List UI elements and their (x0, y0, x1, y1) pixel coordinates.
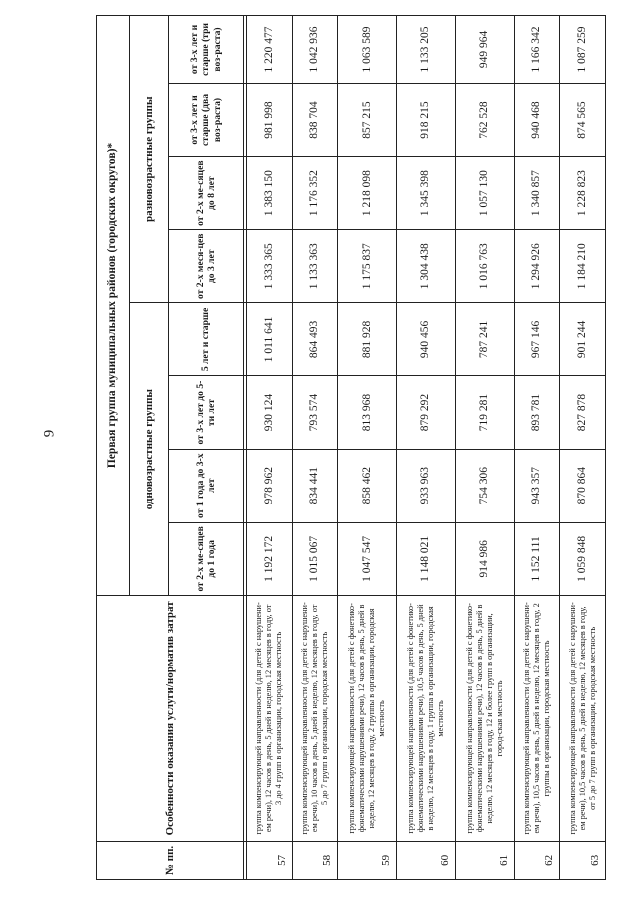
cell-value: 1 016 763 (455, 230, 514, 303)
row-description: группа компенсирующей направленности (для детей с нарушени-ем речи), 10,5 часов в день, 5 дней в неделю, 12 месяцев в году, 2 группы в организации, городская местность (514, 595, 560, 841)
table-row (338, 16, 397, 880)
cell-value: 864 493 (292, 303, 338, 376)
cell-value: 719 281 (455, 376, 514, 449)
cell-value: 1 228 823 (560, 157, 606, 230)
row-description: группа компенсирующей направленности (для детей с нарушени-ем речи), 12 часов в день, 5 дней в неделю, 12 месяцев в году, от 3 до 4 групп в организации, городская местность (247, 595, 293, 841)
cell-value: 967 146 (514, 303, 560, 376)
cell-value: 834 441 (292, 449, 338, 522)
cell-value: 1 184 210 (560, 230, 606, 303)
row-description: группа компенсирующей направленности (для детей с фонетико-фонематическими нарушениями речи), 10,5 часов в день, 5 дней в неделю, 12 месяцев в году, 1 группа в организации, городская местность (397, 595, 456, 841)
row-description: группа компенсирующей направленности (для детей с нарушени-ем речи), 10,5 часов в день, 5 дней в неделю, 12 месяцев в году, от 5 до 7 групп в организации, городская местность (560, 595, 606, 841)
cell-value: 793 574 (292, 376, 338, 449)
row-number: 63 (560, 841, 606, 879)
cell-value: 1 059 848 (560, 522, 606, 595)
row-description: группа компенсирующей направленности (для детей с фонетико-фонематическими нарушениями речи), 12 часов в день, 5 дней в неделю, 12 месяцев в году, 12 и более групп в организации, город-ская местность (455, 595, 514, 841)
table-row (247, 16, 293, 880)
cell-value: 858 462 (338, 449, 397, 522)
table-row (292, 16, 338, 880)
cell-value: 754 306 (455, 449, 514, 522)
cell-value: 1 047 547 (338, 522, 397, 595)
table-row (455, 16, 514, 880)
cell-value: 1 383 150 (247, 157, 293, 230)
cell-value: 1 333 365 (247, 230, 293, 303)
cell-value: 1 304 438 (397, 230, 456, 303)
row-description: группа компенсирующей направленности (для детей с нарушени-ем речи), 10 часов в день, 5 дней в неделю, 12 месяцев в году, от 5 до 7 групп в организации, городская местность (292, 595, 338, 841)
cell-value: 874 565 (560, 83, 606, 156)
cell-value: 943 357 (514, 449, 560, 522)
cell-value: 978 962 (247, 449, 293, 522)
cell-value: 857 215 (338, 83, 397, 156)
cell-value: 1 133 363 (292, 230, 338, 303)
cell-value: 881 928 (338, 303, 397, 376)
cell-value: 1 294 926 (514, 230, 560, 303)
cost-norms-table (96, 15, 606, 880)
header-col-1: от 2-х ме-сяцев до 1 года (169, 522, 244, 595)
cell-value: 827 878 (560, 376, 606, 449)
cell-value: 914 986 (455, 522, 514, 595)
cell-value: 949 964 (455, 16, 514, 84)
cell-value: 940 468 (514, 83, 560, 156)
cell-value: 879 292 (397, 376, 456, 449)
cell-value: 762 528 (455, 83, 514, 156)
header-single-age: одновозрастные группы (130, 303, 169, 596)
cell-value: 787 241 (455, 303, 514, 376)
table-row (514, 16, 560, 880)
cell-value: 930 124 (247, 376, 293, 449)
row-number: 57 (247, 841, 293, 879)
row-number: 58 (292, 841, 338, 879)
header-col-4: 5 лет и старше (169, 303, 244, 376)
cell-value: 1 042 936 (292, 16, 338, 84)
cell-value: 981 998 (247, 83, 293, 156)
header-top-group: Первая группа муниципальных районов (городских округов)* (97, 16, 130, 596)
cell-value: 1 152 111 (514, 522, 560, 595)
cell-value: 1 166 342 (514, 16, 560, 84)
cell-value: 918 215 (397, 83, 456, 156)
rotated-table-wrapper (96, 15, 606, 880)
cell-value: 1 220 477 (247, 16, 293, 84)
row-number: 59 (338, 841, 397, 879)
header-col-8: от 3-х лет и старше (три воз-раста) (169, 16, 244, 84)
cell-value: 901 244 (560, 303, 606, 376)
cell-value: 813 968 (338, 376, 397, 449)
header-mixed-age: разновозрастные группы (130, 16, 169, 303)
header-features: Особенности оказания услуги/норматив затрат (97, 595, 244, 841)
row-number: 61 (455, 841, 514, 879)
row-number: 60 (397, 841, 456, 879)
header-col-3: от 3-х лет до 5-ти лет (169, 376, 244, 449)
cell-value: 838 704 (292, 83, 338, 156)
cell-value: 1 148 021 (397, 522, 456, 595)
cell-value: 1 063 589 (338, 16, 397, 84)
cell-value: 940 456 (397, 303, 456, 376)
cell-value: 1 087 259 (560, 16, 606, 84)
cell-value: 933 963 (397, 449, 456, 522)
cell-value: 1 340 857 (514, 157, 560, 230)
header-col-5: от 2-х меся-цев до 3 лет (169, 230, 244, 303)
cell-value: 893 781 (514, 376, 560, 449)
header-no: № пп. (97, 841, 244, 879)
row-number: 62 (514, 841, 560, 879)
table-row (560, 16, 606, 880)
header-col-2: от 1 года до 3-х лет (169, 449, 244, 522)
row-description: группа компенсирующей направленности (для детей с фонетико-фонематическими нарушениями речи), 12 часов в день, 5 дней в неделю, 12 месяцев в году, 2 группы в организации, городская местность (338, 595, 397, 841)
cell-value: 1 057 130 (455, 157, 514, 230)
cell-value: 1 011 641 (247, 303, 293, 376)
cell-value: 1 015 067 (292, 522, 338, 595)
header-col-6: от 2-х ме-сяцев до 8 лет (169, 157, 244, 230)
cell-value: 1 192 172 (247, 522, 293, 595)
header-col-7: от 3-х лет и старше (два воз-раста) (169, 83, 244, 156)
cell-value: 1 345 398 (397, 157, 456, 230)
cell-value: 1 133 205 (397, 16, 456, 84)
cell-value: 1 175 837 (338, 230, 397, 303)
cell-value: 1 176 352 (292, 157, 338, 230)
table-row (397, 16, 456, 880)
page-number: 9 (41, 429, 58, 438)
cell-value: 1 218 098 (338, 157, 397, 230)
cell-value: 870 864 (560, 449, 606, 522)
